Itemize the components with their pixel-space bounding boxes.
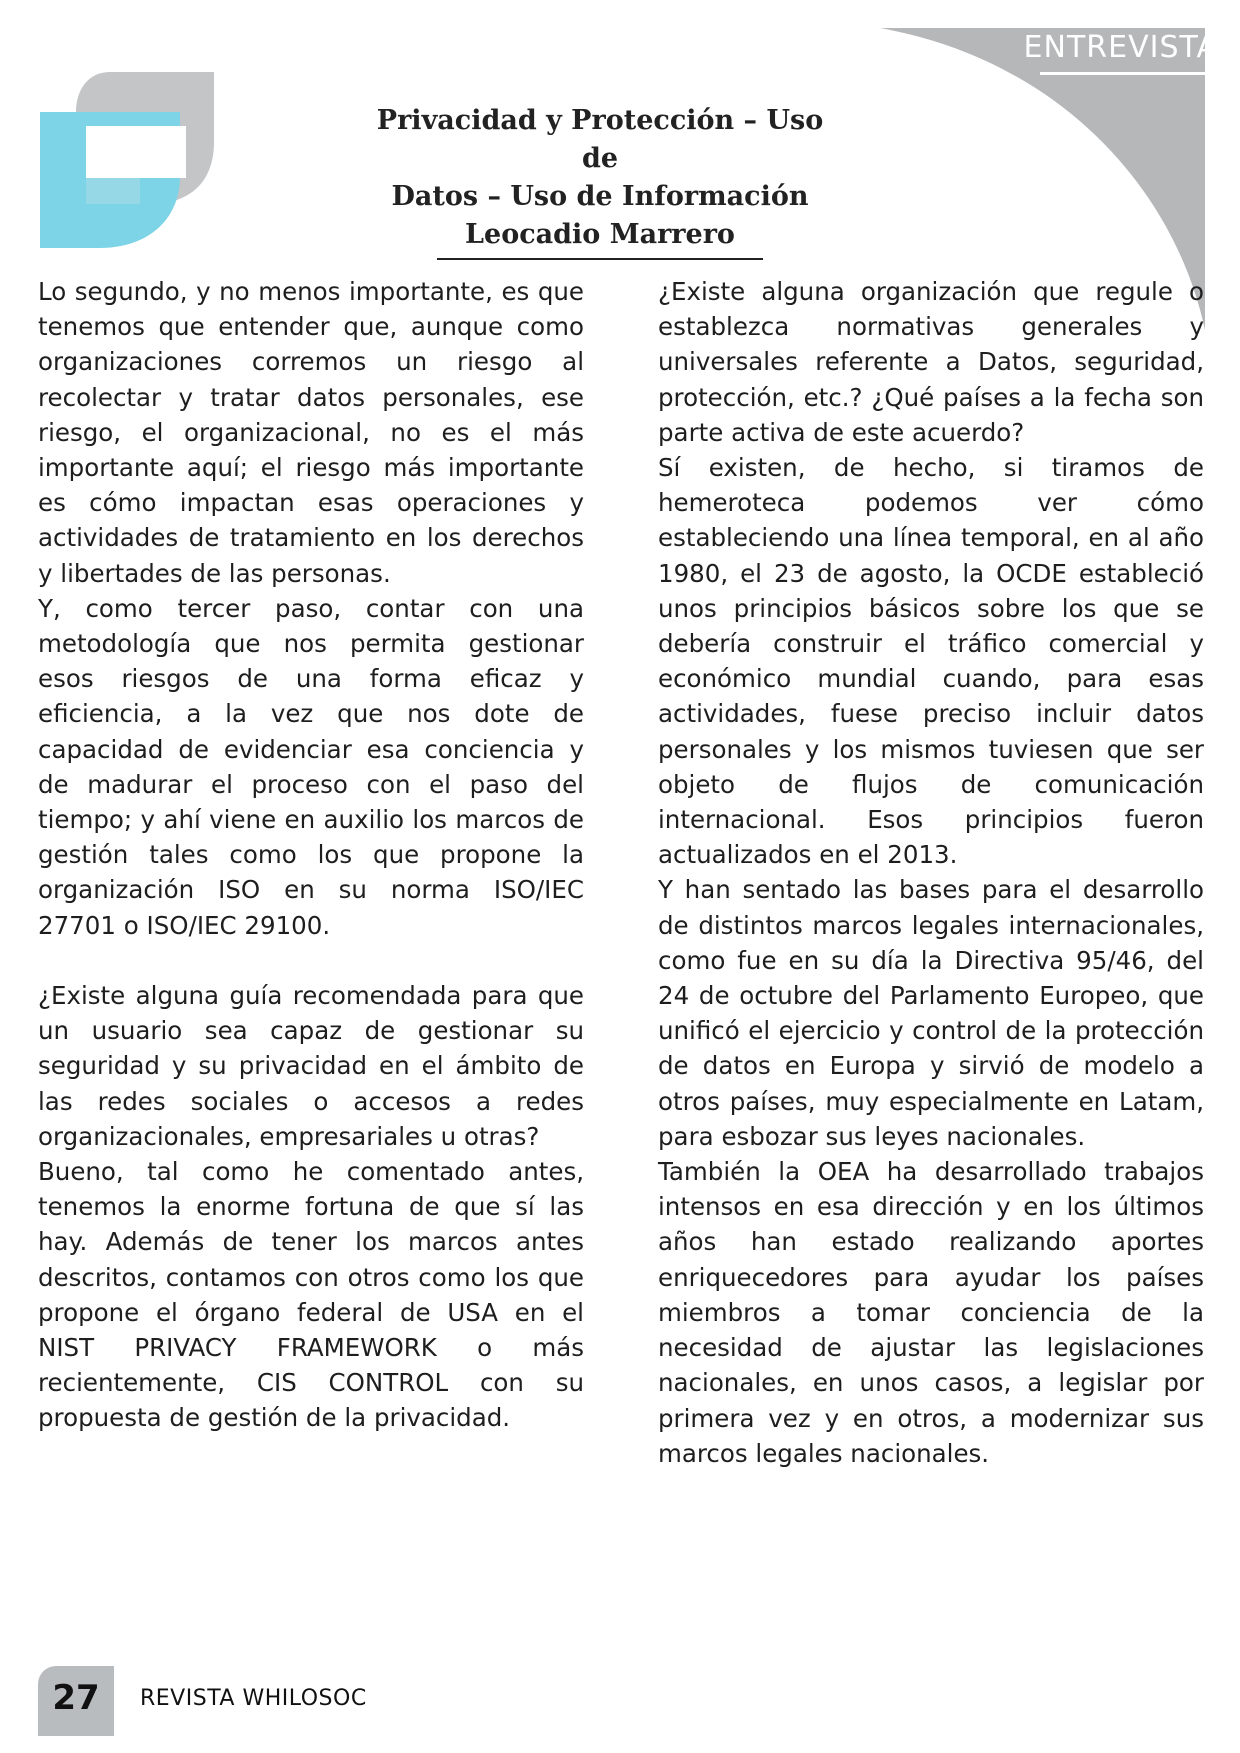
- article-title-block: [360, 102, 840, 260]
- paragraph: Y han sentado las bases para el desarrollo de distintos marcos legales internacionales, como fue en su día la Directiva 95/46, del 24 de octubre del Parlamento Europeo, que unificó el ejercicio y control de la protección de datos en Europa y sirvió de modelo a otros países, muy especialmente en Latam, para esbozar sus leyes nacionales.: [658, 875, 1204, 1151]
- paragraph: Lo segundo, y no menos importante, es que tenemos que entender que, aunque como organizaciones corremos un riesgo al recolectar y tratar datos personales, ese riesgo, el organizacional, no es el más importante aquí; el riesgo más importante es cómo impactan esas operaciones y actividades de tratamiento en los derechos y libertades de las personas.: [38, 277, 584, 588]
- right-column: [658, 274, 1204, 1471]
- magazine-name: REVISTA WHILOSOC: [140, 1686, 367, 1711]
- magazine-logo-icon: [40, 72, 220, 248]
- article-title-line-2: Datos – Uso de Información: [391, 181, 809, 212]
- article-title-line-1: Privacidad y Protección – Uso de: [376, 105, 824, 174]
- page-number: 27: [52, 1678, 100, 1718]
- article-author: Leocadio Marrero: [437, 216, 763, 260]
- paragraph: Bueno, tal como he comentado antes, tenemos la enorme fortuna de que sí las hay. Además de tener los marcos antes descritos, contamos con otros como los que propone el órgano federal de USA en el NIST PRIVACY FRAMEWORK o más recientemente, CIS CONTROL con su propuesta de gestión de la privacidad.: [38, 1157, 584, 1433]
- interview-question: ¿Existe alguna organización que regule o establezca normativas generales y universales referente a Datos, seguridad, protección, etc.? ¿Qué países a la fecha son parte activa de este acuerdo?: [658, 277, 1204, 447]
- paragraph: Y, como tercer paso, contar con una metodología que nos permita gestionar esos riesgos de una forma eficaz y eficiencia, a la vez que nos dote de capacidad de evidenciar esa conciencia y de madurar el proceso con el paso del tiempo; y ahí viene en auxilio los marcos de gestión tales como los que propone la organización ISO en su norma ISO/IEC 27701 o ISO/IEC 29100.: [38, 593, 584, 940]
- section-label: ENTREVISTA: [1023, 30, 1218, 65]
- paragraph-spacer: [38, 943, 584, 978]
- paragraph: Sí existen, de hecho, si tiramos de hemeroteca podemos ver cómo estableciendo una línea temporal, en al año 1980, el 23 de agosto, la OCDE estableció unos principios básicos sobre los que se debería construir el tráfico comercial y económico mundial cuando, para esas actividades, fuese preciso incluir datos personales y los mismos tuviesen que ser objeto de flujos de comunicación internacional. Esos principios fueron actualizados en el 2013.: [658, 453, 1204, 870]
- interview-question: ¿Existe alguna guía recomendada para que un usuario sea capaz de gestionar su seguridad y su privacidad en el ámbito de las redes sociales o accesos a redes organizacionales, empresariales u otras?: [38, 981, 584, 1151]
- paragraph: También la OEA ha desarrollado trabajos intensos en esa dirección y en los últimos años han estado realizando aportes enriquecedores para ayudar los países miembros a tomar conciencia de la necesidad de ajustar las legislaciones nacionales, en unos casos, a legislar por primera vez y en otros, a modernizar sus marcos legales nacionales.: [658, 1157, 1204, 1468]
- left-column: [38, 274, 584, 1436]
